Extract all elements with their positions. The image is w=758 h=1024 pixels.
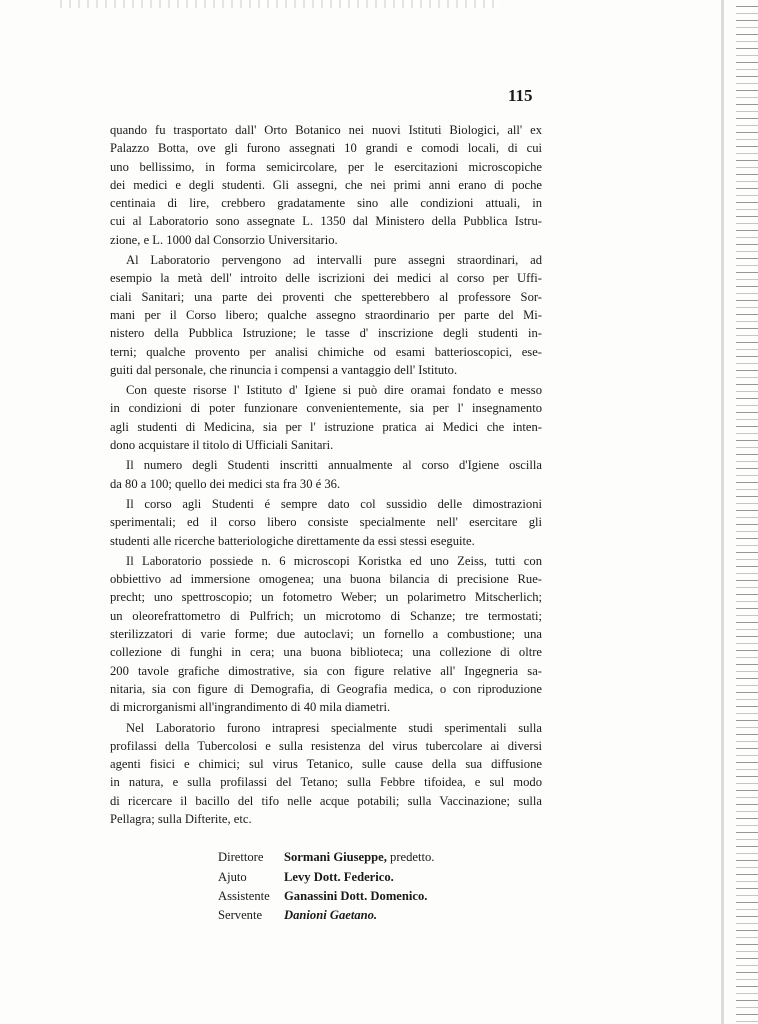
text-line: di ricercare il bacillo del tifo nelle acque potabili; sulla Vaccinazione; sulla <box>110 793 542 808</box>
text-line: dei medici e degli studenti. Gli assegni, che nei primi anni erano di poche <box>110 177 542 192</box>
text-line: profilassi della Tubercolosi e sulla resistenza del virus tubercolare ai diversi <box>110 738 542 753</box>
text-line: uno bellissimo, in forma semicircolare, per le esercitazioni microscopiche <box>110 159 542 174</box>
text-line: quando fu trasportato dall' Orto Botanico nei nuovi Istituti Biologici, all' ex <box>110 123 542 137</box>
text-line: obbiettivo ad immersione omogenea; una buona bilancia di precisione Rue- <box>110 572 542 587</box>
text-line: Il numero degli Studenti inscritti annualmente al corso d'Igiene oscilla <box>126 458 542 473</box>
text-line: da 80 a 100; quello dei medici sta fra 30 é 36. <box>110 476 341 491</box>
text-line: in natura, e sulla profilassi del Tetano; sulla Febbre tifoidea, e sul modo <box>110 775 542 790</box>
text-line: in condizioni di poter funzionare convenientemente, sia per l' insegnamento <box>110 401 542 416</box>
text-line: mani per il Corso libero; qualche assegno straordinario per parte del Mi- <box>110 307 542 322</box>
paragraph <box>110 456 542 493</box>
text-line: Pellagra; sulla Difterite, etc. <box>110 811 252 826</box>
text-line: un oleorefrattometro di Pulfrich; un microtomo di Schanze; tre termostati; <box>110 608 542 623</box>
text-line: studenti alle ricerche batteriologiche direttamente da essi stessi eseguite. <box>110 533 475 548</box>
text-line: agenti fisici e chimici; sul virus Tetanico, sulle cause della sua diffusione <box>110 757 542 772</box>
text-line: ciali Sanitari; una parte dei proventi che spetterebbero al professore Sor- <box>110 289 542 304</box>
body-text <box>110 121 542 828</box>
staff-name: Ganassini Dott. Domenico. <box>284 888 428 903</box>
text-line: cui al Laboratorio sono assegnate L. 1350 dal Ministero della Pubblica Istru- <box>110 214 542 229</box>
staff-row <box>218 868 542 887</box>
paragraph <box>110 381 542 454</box>
text-line: precht; uno spettroscopio; un fotometro Weber; un polarimetro Mitscherlich; <box>110 590 542 605</box>
staff-name: Levy Dott. Federico. <box>284 869 394 884</box>
paragraph <box>110 251 542 379</box>
text-line: 200 tavole grafiche dimostrative, sia con figure relative all' Ingegneria sa- <box>110 663 542 678</box>
staff-role: Ajuto <box>218 869 247 884</box>
text-line: guiti dal personale, che rinuncia i compensi a vantaggio dell' Istituto. <box>110 362 458 377</box>
staff-list <box>218 848 542 925</box>
text-line: Il Laboratorio possiede n. 6 microscopi Koristka ed uno Zeiss, tutti con <box>126 553 542 568</box>
staff-role: Servente <box>218 908 263 923</box>
staff-role: Direttore <box>218 850 264 865</box>
staff-name: Sormani Giuseppe, <box>284 850 387 865</box>
text-line: di microrganismi all'ingrandimento di 40 mila diametri. <box>110 700 391 715</box>
paragraph <box>110 495 542 550</box>
text-line: Il corso agli Studenti é sempre dato col sussidio delle dimostrazioni <box>126 496 542 511</box>
text-line: zione, e L. 1000 dal Consorzio Universitario. <box>110 232 338 247</box>
scan-binding-edge <box>736 0 758 1024</box>
staff-role: Assistente <box>218 888 270 903</box>
staff-note: predetto. <box>386 850 435 865</box>
text-line: sperimentali; ed il corso libero consiste specialmente nell' esercitare gli <box>110 515 542 530</box>
paragraph <box>110 121 542 249</box>
text-line: Con queste risorse l' Istituto d' Igiene si può dire oramai fondato e messo <box>126 383 542 398</box>
paragraph <box>110 552 542 717</box>
staff-row <box>218 906 542 925</box>
text-line: Al Laboratorio pervengono ad intervalli pure assegni straordinari, ad <box>126 253 542 268</box>
scan-noise <box>60 0 500 8</box>
text-line: agli studenti di Medicina, sia per l' istruzione pratica ai Medici che inten- <box>110 419 542 434</box>
text-line: terni; qualche provento per analisi chimiche od esami batterioscopici, ese- <box>110 344 542 359</box>
staff-name: Danioni Gaetano. <box>284 908 378 923</box>
text-line: sterilizzatori di varie forme; due autoclavi; un fornello a combustione; una <box>110 627 542 642</box>
scan-edge-line <box>721 0 724 1024</box>
text-line: nitaria, sia con figure di Demografia, di Geografia medica, o con riproduzione <box>110 681 542 696</box>
text-line: collezione di funghi in cera; una buona biblioteca; una collezione di oltre <box>110 645 542 660</box>
paragraph <box>110 719 542 829</box>
text-line: Palazzo Botta, ove gli furono assegnati 10 grandi e comodi locali, di cui <box>110 141 542 156</box>
text-line: centinaia di lire, crebbero gradatamente sino alle condizioni attuali, in <box>110 196 542 211</box>
page-number: 115 <box>508 86 533 105</box>
staff-row <box>218 887 542 906</box>
staff-row <box>218 848 542 867</box>
text-line: Nel Laboratorio furono intrapresi specialmente studi sperimentali sulla <box>126 720 542 735</box>
text-line: esempio la metà dell' introito delle iscrizioni dei medici al corso per Uffi- <box>110 271 542 286</box>
text-line: nistero della Pubblica Istruzione; le tasse d' inscrizione degli studenti in- <box>110 326 542 341</box>
text-line: dono acquistare il titolo di Ufficiali Sanitari. <box>110 438 334 453</box>
page-content <box>110 119 542 925</box>
